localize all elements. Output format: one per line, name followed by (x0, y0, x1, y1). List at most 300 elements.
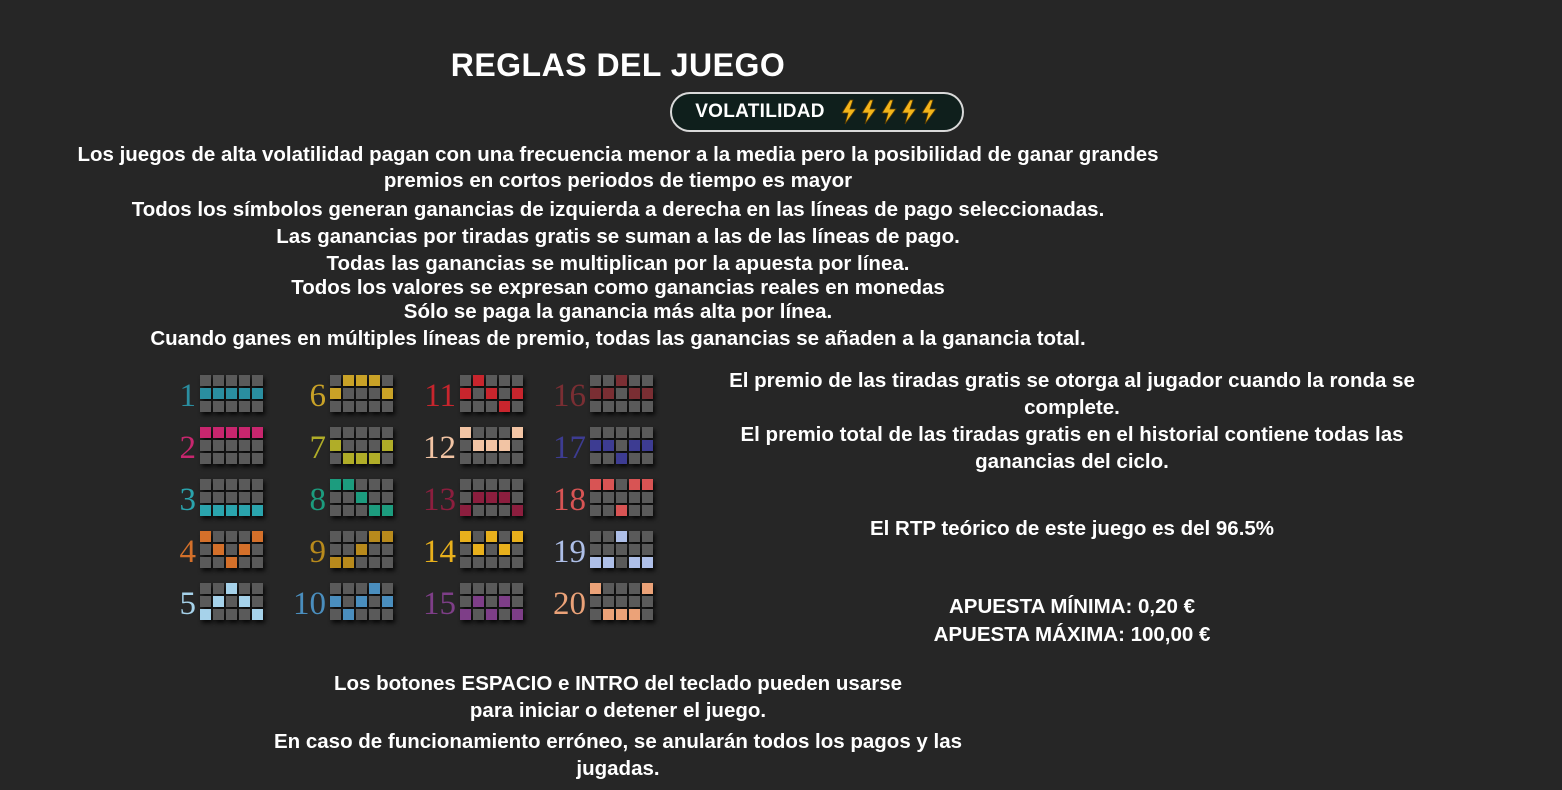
rule-line: complete. (1024, 396, 1120, 419)
payline-cell (226, 531, 237, 542)
payline-cell (369, 544, 380, 555)
payline-cell (486, 609, 497, 620)
payline-cell (590, 440, 601, 451)
payline-cell (213, 388, 224, 399)
rule-line: para iniciar o detener el juego. (469, 699, 767, 722)
volatility-label: VOLATILIDAD (695, 101, 825, 122)
payline-cell (356, 440, 367, 451)
payline-cell (200, 609, 211, 620)
payline-cell (629, 609, 640, 620)
payline-cell (460, 401, 471, 412)
payline-cell (499, 609, 510, 620)
payline-cell (460, 531, 471, 542)
payline-cell (603, 596, 614, 607)
payline-cell (499, 401, 510, 412)
payline-cell (343, 401, 354, 412)
payline-cell (343, 583, 354, 594)
payline-cell (330, 583, 341, 594)
payline-cell (616, 388, 627, 399)
payline-cell (486, 479, 497, 490)
lightning-bolt-icon (859, 99, 879, 125)
payline-cell (642, 583, 653, 594)
min-bet: APUESTA MÍNIMA: 0,20 € (948, 595, 1196, 618)
payline-cell (629, 427, 640, 438)
payline-cell (629, 401, 640, 412)
payline-cell (512, 388, 523, 399)
payline-cell (486, 427, 497, 438)
payline-cell (590, 492, 601, 503)
payline-cell (642, 427, 653, 438)
payline-cell (356, 557, 367, 568)
payline-cell (200, 531, 211, 542)
rule-line: Las ganancias por tiradas gratis se suman a las de las líneas de pago. (276, 225, 960, 248)
payline-13 (420, 474, 550, 526)
payline-cell (486, 440, 497, 451)
lightning-bolt-icon (899, 99, 919, 125)
payline-cell (460, 453, 471, 464)
payline-cell (616, 544, 627, 555)
payline-cell (213, 505, 224, 516)
payline-cell (213, 492, 224, 503)
payline-pattern (460, 531, 523, 568)
payline-cell (252, 609, 263, 620)
payline-cell (603, 479, 614, 490)
payline-pattern (460, 375, 523, 412)
payline-cell (239, 453, 250, 464)
payline-cell (226, 453, 237, 464)
payline-cell (603, 440, 614, 451)
payline-3 (160, 474, 290, 526)
payline-cell (382, 609, 393, 620)
payline-cell (642, 440, 653, 451)
rtp-text: El RTP teórico de este juego es del 96.5% (869, 517, 1275, 540)
payline-cell (590, 609, 601, 620)
payline-number: 15 (423, 586, 456, 622)
payline-cell (382, 544, 393, 555)
payline-cell (239, 427, 250, 438)
payline-cell (590, 479, 601, 490)
payline-cell (330, 505, 341, 516)
payline-cell (343, 375, 354, 386)
payline-cell (239, 609, 250, 620)
payline-pattern (330, 375, 393, 412)
payline-cell (616, 453, 627, 464)
payline-cell (499, 479, 510, 490)
payline-cell (330, 440, 341, 451)
payline-cell (590, 596, 601, 607)
payline-cell (590, 453, 601, 464)
payline-cell (642, 388, 653, 399)
payline-cell (512, 427, 523, 438)
payline-12 (420, 422, 550, 474)
payline-cell (642, 505, 653, 516)
payline-cell (603, 401, 614, 412)
payline-cell (473, 479, 484, 490)
payline-cell (499, 557, 510, 568)
volatility-badge (670, 92, 964, 132)
page-title: REGLAS DEL JUEGO (450, 47, 786, 83)
payline-cell (356, 479, 367, 490)
payline-cell (382, 440, 393, 451)
payline-cell (369, 453, 380, 464)
payline-cell (642, 544, 653, 555)
payline-cell (200, 388, 211, 399)
payline-cell (200, 583, 211, 594)
rule-line: En caso de funcionamiento erróneo, se anularán todos los pagos y las (273, 730, 963, 753)
rule-line: ganancias del ciclo. (975, 450, 1169, 473)
rule-line: Todas las ganancias se multiplican por la apuesta por línea. (326, 252, 910, 275)
payline-cell (499, 596, 510, 607)
payline-cell (369, 401, 380, 412)
payline-cell (226, 544, 237, 555)
payline-cell (252, 453, 263, 464)
payline-cell (603, 557, 614, 568)
payline-number: 13 (423, 482, 456, 518)
payline-number: 10 (293, 586, 326, 622)
payline-7 (290, 422, 420, 474)
payline-cell (486, 388, 497, 399)
payline-cell (356, 492, 367, 503)
payline-pattern (330, 427, 393, 464)
payline-cell (616, 609, 627, 620)
payline-cell (382, 557, 393, 568)
payline-cell (252, 557, 263, 568)
payline-cell (369, 440, 380, 451)
payline-cell (486, 557, 497, 568)
payline-cell (486, 453, 497, 464)
payline-cell (213, 557, 224, 568)
payline-cell (252, 440, 263, 451)
payline-cell (252, 375, 263, 386)
payline-pattern (590, 479, 653, 516)
payline-cell (486, 596, 497, 607)
payline-cell (460, 492, 471, 503)
rule-line: Sólo se paga la ganancia más alta por línea. (403, 300, 833, 323)
payline-cell (460, 609, 471, 620)
payline-cell (343, 453, 354, 464)
payline-cell (590, 557, 601, 568)
payline-cell (226, 375, 237, 386)
payline-cell (343, 479, 354, 490)
payline-cell (512, 375, 523, 386)
payline-20 (550, 578, 680, 630)
payline-cell (369, 557, 380, 568)
payline-cell (460, 388, 471, 399)
payline-cell (629, 583, 640, 594)
payline-cell (499, 440, 510, 451)
payline-cell (473, 609, 484, 620)
payline-cell (473, 388, 484, 399)
payline-cell (226, 492, 237, 503)
payline-cell (590, 388, 601, 399)
payline-number: 20 (553, 586, 586, 622)
payline-pattern (590, 531, 653, 568)
payline-cell (200, 453, 211, 464)
payline-cell (330, 375, 341, 386)
payline-cell (473, 427, 484, 438)
payline-1 (160, 370, 290, 422)
rule-line: El premio total de las tiradas gratis en el historial contiene todas las (740, 423, 1404, 446)
payline-cell (616, 427, 627, 438)
payline-cell (512, 596, 523, 607)
payline-cell (239, 479, 250, 490)
payline-cell (642, 596, 653, 607)
payline-cell (499, 427, 510, 438)
payline-cell (330, 609, 341, 620)
payline-cell (486, 375, 497, 386)
lightning-bolt-icon (879, 99, 899, 125)
payline-cell (330, 479, 341, 490)
payline-cell (330, 401, 341, 412)
footer-text (0, 670, 1236, 782)
payline-cell (226, 479, 237, 490)
payline-number: 14 (423, 534, 456, 570)
rule-line: Los botones ESPACIO e INTRO del teclado pueden usarse (333, 672, 903, 695)
payline-pattern (200, 375, 263, 412)
payline-cell (629, 492, 640, 503)
payline-number: 1 (179, 378, 196, 414)
payline-cell (473, 544, 484, 555)
payline-cell (460, 544, 471, 555)
payline-number: 18 (553, 482, 586, 518)
payline-cell (590, 375, 601, 386)
rule-line: Los juegos de alta volatilidad pagan con una frecuencia menor a la media pero la posibilidad de ganar grandes (77, 143, 1159, 166)
payline-cell (200, 479, 211, 490)
rule-line: El premio de las tiradas gratis se otorga al jugador cuando la ronda se (729, 369, 1415, 392)
payline-cell (200, 596, 211, 607)
payline-cell (252, 583, 263, 594)
free-spins-text (682, 367, 1462, 475)
payline-cell (473, 492, 484, 503)
payline-pattern (200, 479, 263, 516)
payline-cell (629, 544, 640, 555)
paylines-grid (160, 370, 680, 630)
payline-cell (369, 505, 380, 516)
payline-cell (239, 375, 250, 386)
volatility-description (0, 143, 1236, 193)
rule-line: Cuando ganes en múltiples líneas de premio, todas las ganancias se añaden a la ganancia total. (150, 327, 1086, 350)
payline-cell (252, 505, 263, 516)
payline-pattern (590, 427, 653, 464)
bet-limits (682, 593, 1462, 649)
payline-cell (356, 583, 367, 594)
payline-cell (226, 596, 237, 607)
payline-cell (369, 583, 380, 594)
payline-cell (603, 492, 614, 503)
payline-cell (200, 492, 211, 503)
payline-cell (590, 505, 601, 516)
volatility-rating (839, 99, 939, 125)
payline-cell (343, 440, 354, 451)
payline-number: 7 (309, 430, 326, 466)
payline-cell (473, 453, 484, 464)
payline-number: 11 (424, 378, 456, 414)
payline-cell (499, 388, 510, 399)
payline-cell (330, 492, 341, 503)
payline-cell (642, 453, 653, 464)
payline-cell (356, 596, 367, 607)
payline-cell (239, 505, 250, 516)
payline-number: 5 (179, 586, 196, 622)
payline-cell (460, 479, 471, 490)
payline-cell (499, 453, 510, 464)
payline-cell (369, 492, 380, 503)
payline-9 (290, 526, 420, 578)
payline-cell (239, 557, 250, 568)
payline-cell (590, 531, 601, 542)
payline-pattern (200, 583, 263, 620)
payline-pattern (330, 479, 393, 516)
payline-cell (226, 505, 237, 516)
payline-cell (356, 427, 367, 438)
lightning-bolt-icon (919, 99, 939, 125)
payline-cell (252, 544, 263, 555)
payline-cell (213, 544, 224, 555)
payline-pattern (330, 583, 393, 620)
payline-cell (382, 505, 393, 516)
payline-cell (616, 596, 627, 607)
payline-cell (473, 557, 484, 568)
payline-cell (603, 388, 614, 399)
payline-cell (226, 401, 237, 412)
payline-cell (629, 453, 640, 464)
payline-cell (473, 401, 484, 412)
payline-pattern (460, 427, 523, 464)
payline-cell (382, 427, 393, 438)
payline-cell (239, 440, 250, 451)
payline-cell (343, 544, 354, 555)
payline-cell (330, 388, 341, 399)
payline-cell (343, 427, 354, 438)
payline-number: 2 (179, 430, 196, 466)
payline-cell (252, 531, 263, 542)
payline-cell (200, 505, 211, 516)
payline-cell (460, 557, 471, 568)
payline-cell (642, 609, 653, 620)
payline-number: 12 (423, 430, 456, 466)
payline-cell (330, 531, 341, 542)
payline-cell (590, 544, 601, 555)
payline-cell (382, 388, 393, 399)
payline-pattern (590, 375, 653, 412)
payline-cell (486, 544, 497, 555)
payline-cell (512, 479, 523, 490)
payline-cell (642, 401, 653, 412)
payline-6 (290, 370, 420, 422)
payline-cell (616, 440, 627, 451)
payline-2 (160, 422, 290, 474)
payline-cell (200, 427, 211, 438)
payline-cell (369, 388, 380, 399)
payline-cell (603, 583, 614, 594)
payline-cell (252, 427, 263, 438)
payline-cell (369, 375, 380, 386)
payline-8 (290, 474, 420, 526)
payline-cell (200, 557, 211, 568)
payline-pattern (460, 479, 523, 516)
payline-cell (616, 375, 627, 386)
payline-cell (343, 492, 354, 503)
payline-cell (330, 453, 341, 464)
payline-cell (590, 427, 601, 438)
payline-cell (252, 492, 263, 503)
payline-number: 16 (553, 378, 586, 414)
payline-cell (486, 505, 497, 516)
payline-cell (382, 375, 393, 386)
payline-cell (590, 583, 601, 594)
payline-11 (420, 370, 550, 422)
payline-10 (290, 578, 420, 630)
payline-number: 3 (179, 482, 196, 518)
payline-cell (226, 583, 237, 594)
payline-cell (616, 505, 627, 516)
payline-cell (590, 401, 601, 412)
payline-cell (213, 596, 224, 607)
payline-cell (239, 596, 250, 607)
payline-cell (200, 440, 211, 451)
payline-cell (226, 440, 237, 451)
payline-cell (603, 609, 614, 620)
payline-cell (616, 583, 627, 594)
payline-cell (330, 544, 341, 555)
payline-cell (213, 427, 224, 438)
payline-cell (356, 531, 367, 542)
payline-cell (382, 401, 393, 412)
payline-cell (226, 388, 237, 399)
payline-number: 8 (309, 482, 326, 518)
payline-cell (239, 544, 250, 555)
payline-15 (420, 578, 550, 630)
payline-pattern (200, 531, 263, 568)
payline-cell (603, 375, 614, 386)
payline-cell (629, 440, 640, 451)
payline-cell (512, 583, 523, 594)
payline-cell (473, 531, 484, 542)
payline-cell (330, 427, 341, 438)
payline-cell (486, 531, 497, 542)
payline-cell (486, 583, 497, 594)
payline-cell (629, 531, 640, 542)
payline-cell (382, 596, 393, 607)
payline-cell (239, 388, 250, 399)
max-bet: APUESTA MÁXIMA: 100,00 € (933, 623, 1211, 646)
payline-cell (603, 505, 614, 516)
payline-cell (382, 492, 393, 503)
payline-pattern (200, 427, 263, 464)
payline-14 (420, 526, 550, 578)
payline-cell (356, 453, 367, 464)
payline-cell (213, 609, 224, 620)
payline-17 (550, 422, 680, 474)
payline-cell (603, 544, 614, 555)
payline-cell (239, 583, 250, 594)
payline-5 (160, 578, 290, 630)
payline-cell (512, 609, 523, 620)
payline-pattern (590, 583, 653, 620)
payline-cell (603, 453, 614, 464)
payline-cell (642, 531, 653, 542)
rule-line: premios en cortos periodos de tiempo es mayor (383, 169, 853, 192)
payline-cell (343, 505, 354, 516)
payline-cell (486, 401, 497, 412)
payline-number: 6 (309, 378, 326, 414)
payline-cell (512, 492, 523, 503)
payline-cell (499, 505, 510, 516)
payline-cell (343, 596, 354, 607)
payline-cell (356, 375, 367, 386)
rule-line: Todos los símbolos generan ganancias de izquierda a derecha en las líneas de pago seleccionadas. (131, 198, 1105, 221)
payline-cell (213, 531, 224, 542)
